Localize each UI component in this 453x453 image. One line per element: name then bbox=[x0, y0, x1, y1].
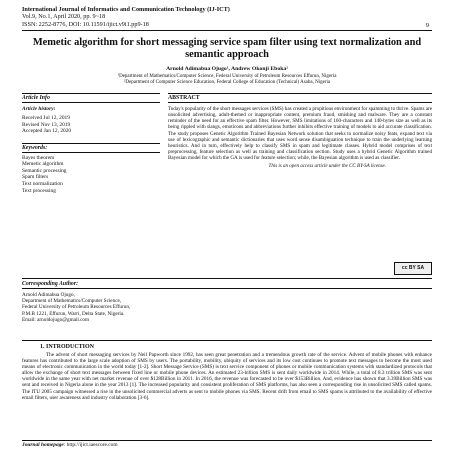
journal-header bbox=[22, 6, 432, 28]
abstract-text: Today's popularity of the short messages services (SMS) has created a propitious environment for spamming to thrive. Spams are unsolicited advertising, adult-themed or inappropriate content, premium fraud, smishing and malware. They are a constant reminder of the need for an effective spam filter. However, SMS limitations of 160-characters and 140-bytes size as well as its being rippled with slangs, emoticons and abbreviations further inhibits effective training of models to aid accurate classification. The study proposes Genetic Algorithm Trained Bayesian Network solution that seeks to normalize noisy feats, expand text via use of lexicographic and semantic dictionaries that uses word sense disambiguation technique to train the underlying learning heuristics. And in turn, effectively help to classify SMS in spam and legitimate classes. Hybrid model comprises of text preprocessing, feature selection as well as training and classification section. Study uses a hybrid Genetic Algorithm trained Bayesian model for which the GA is used for feature selection; while, the Bayesian algorithm is used as classifier. bbox=[168, 106, 432, 162]
keyword: Text processing bbox=[22, 187, 56, 194]
corr-email[interactable]: Email: arnoldojugo@gmail.com bbox=[22, 316, 90, 323]
open-access-note bbox=[168, 164, 432, 169]
corr-line: Department of Mathematics/Computer Science, bbox=[22, 298, 122, 305]
article-info-heading: Article Info bbox=[22, 93, 160, 103]
corr-line: P.M.B 1221, Effurun, Warri, Delta State, Nigeria. bbox=[22, 310, 125, 317]
issn-line: ISSN: 2252-8776, DOI: 10.11591/ijict.v9i1.pp9-18 bbox=[22, 20, 149, 28]
introduction-heading: 1. INTRODUCTION bbox=[40, 344, 95, 350]
abstract-heading: ABSTRACT bbox=[168, 93, 432, 103]
corresponding-rule bbox=[22, 340, 432, 341]
journal-name: International Journal of Informatics and Communication Technology (IJ-ICT) bbox=[22, 6, 230, 13]
corresponding-details bbox=[22, 289, 432, 323]
article-history bbox=[22, 103, 160, 135]
cc-license-badge[interactable]: cc BY SA bbox=[394, 262, 432, 275]
paper-authors: Arnold Adimabua Ojugo¹, Andrew Okonji Eboka² bbox=[166, 66, 288, 72]
affiliations bbox=[30, 74, 424, 86]
introduction-text: The advent of short messaging services by Neil Papworth since 1992, has seen great penetration and a tremendous growth rate of the service. Advent of mobile phones with enhance features has contributed to the large scale adoption of SMS by users. The portability, mobility, ubiquity of services and its low cost continues to promote text messages to become the most used means of electronic communication in the world today [1-2]. Short Message Service (SMS) is text service component of phones or mobile communication systems with standardized protocols that allow the exchange of short text messages between fixed line or mobile phone devices. An estimated 23-billion SMS is sent daily worldwide in 2014. While, a total of 8.3 trillion SMS was sent worldwide in the same year with net market revenue of over $128Billion in 2011. In 2016, the revenue was forecasted to be over $153Billion. And, evidence has shown that 3.39Billion SMS was sent and received in Nigeria alone in the year 2013 [1]. The increased popularity and consistent proliferation of SMS platforms, has also seen a corresponding rise in unsolicited SMS called spams. The ITU 2005 campaign witnessed a rise in the unsolicited commercial adverts as sent to mobile phones via SMS. Recent drift from email to SMS spams is attributed to the availability of effective email filters, user awareness and industry collaboration [3-6]. bbox=[22, 352, 432, 401]
keyword: Semantic processing bbox=[22, 167, 67, 174]
corresponding-heading: Corresponding Author: bbox=[22, 281, 432, 289]
footer-label: Journal homepage bbox=[22, 442, 64, 448]
keyword: Text normalization bbox=[22, 181, 63, 187]
page-number: 9 bbox=[425, 22, 429, 29]
article-info-panel bbox=[22, 93, 160, 194]
history-heading: Article history: bbox=[22, 106, 56, 112]
volume-line: Vol.9, No.1, April 2020, pp. 9~18 bbox=[22, 13, 106, 21]
header-rule bbox=[22, 30, 432, 31]
paper-title: Memetic algorithm for short messaging service spam filter using text normalization and semantic approach bbox=[32, 37, 422, 60]
keywords-list bbox=[22, 153, 160, 195]
corresponding-author bbox=[22, 281, 432, 323]
footer-rule bbox=[22, 440, 432, 441]
affiliation-1: ¹Department of Mathematics/Computer Science, Federal University of Petroleum Resources Effurun, Nigeria bbox=[117, 74, 337, 79]
keyword: Bayes theorem bbox=[22, 154, 55, 161]
corr-line: Federal University of Petroleum Resources Effurun, bbox=[22, 304, 131, 311]
affiliation-2: ²Department of Computer Science Education, Federal College of Education (Technical) Asaba, Nigeria bbox=[123, 80, 331, 85]
journal-footer bbox=[22, 442, 118, 448]
received-date: Received Jul 12, 2019 bbox=[22, 115, 70, 122]
accepted-date: Accepted Jan 12, 2020 bbox=[22, 128, 72, 135]
keyword: Memetic algorithm bbox=[22, 161, 64, 168]
keyword: Spam filters bbox=[22, 174, 49, 181]
footer-url[interactable]: : http://ijict.iaescore.com bbox=[63, 442, 118, 448]
info-box-rule bbox=[22, 278, 432, 279]
open-access-text[interactable]: This is an open access article under the CC BY-SA license. bbox=[268, 164, 386, 170]
keywords-heading: Keywords: bbox=[22, 143, 160, 153]
revised-date: Revised Nov 13, 2019 bbox=[22, 121, 71, 128]
corr-line: Arnold Adimabua Ojugo, bbox=[22, 292, 75, 298]
abstract-panel bbox=[168, 93, 432, 169]
